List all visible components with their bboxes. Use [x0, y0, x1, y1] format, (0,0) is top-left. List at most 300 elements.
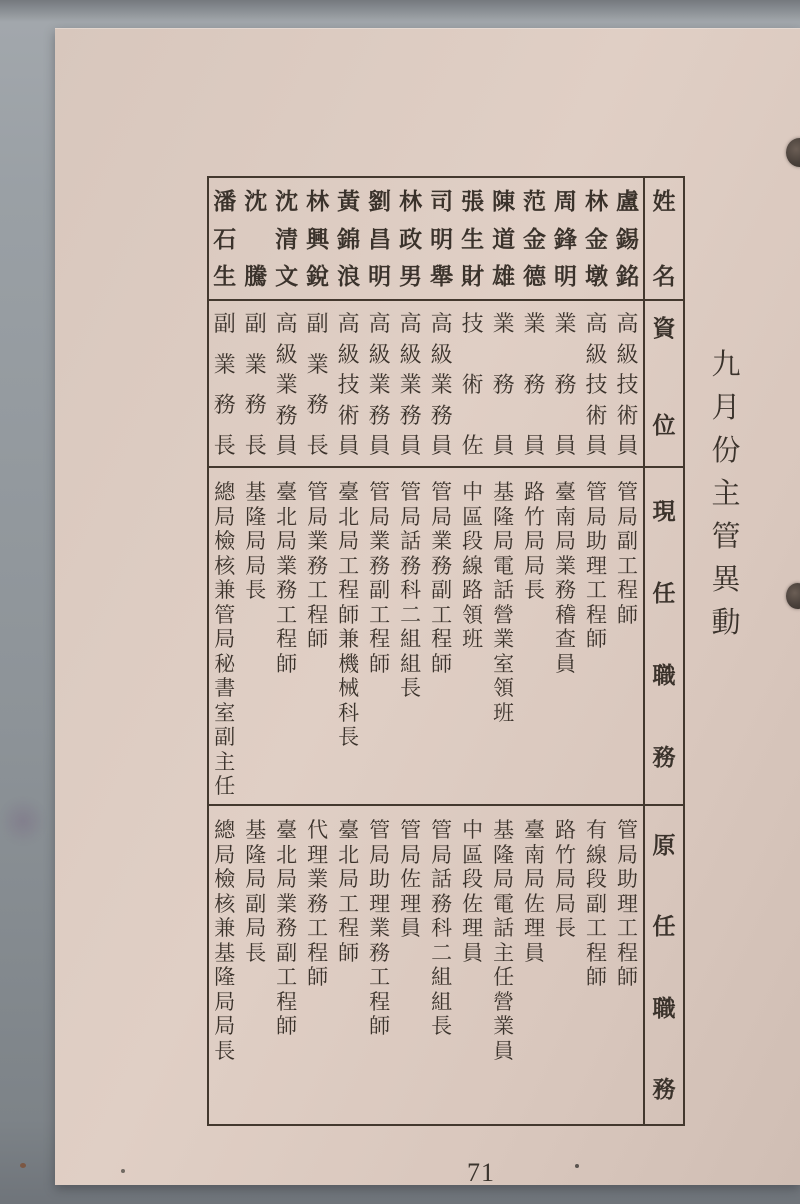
char: 德 — [523, 264, 547, 289]
char: 核 — [214, 891, 236, 916]
char: 管 — [369, 818, 391, 842]
char: 局 — [214, 1014, 236, 1038]
char: 工 — [617, 553, 638, 578]
current-duty-cell — [550, 468, 581, 804]
char: 基 — [245, 480, 267, 504]
char: 務 — [431, 891, 453, 916]
char: 基 — [245, 818, 267, 842]
char: 工 — [338, 891, 360, 916]
char: 級 — [368, 341, 391, 367]
char: 鋒 — [554, 226, 578, 252]
char: 沈 — [244, 189, 268, 214]
char: 局 — [214, 627, 236, 651]
char: 代 — [307, 818, 329, 842]
char: 業 — [276, 553, 298, 578]
char: 科 — [338, 700, 360, 725]
char: 室 — [214, 700, 236, 725]
char: 長 — [213, 432, 236, 458]
char: 副 — [245, 891, 267, 916]
char: 錫 — [616, 226, 639, 252]
char: 林 — [399, 189, 423, 214]
char: 佐 — [462, 891, 484, 916]
char: 員 — [462, 940, 484, 965]
char: 局 — [493, 529, 515, 553]
char: 務 — [431, 553, 453, 578]
char: 師 — [307, 627, 329, 651]
name-cell — [333, 178, 364, 299]
char: 務 — [307, 553, 329, 578]
char: 明 — [554, 264, 578, 289]
char: 級 — [585, 341, 608, 367]
previous-duty-cell — [488, 806, 519, 1124]
char: 工 — [307, 578, 329, 602]
char: 務 — [555, 578, 577, 602]
char: 工 — [276, 602, 298, 627]
char: 書 — [214, 676, 236, 700]
page-number: 71 — [467, 1158, 495, 1187]
char: 員 — [399, 433, 422, 458]
char: 業 — [431, 529, 453, 553]
char: 業 — [555, 553, 577, 578]
char: 組 — [400, 627, 422, 651]
char: 份 — [711, 435, 741, 467]
char: 沈 — [275, 189, 299, 214]
char: 異 — [711, 564, 741, 596]
previous-duty-cell — [333, 806, 364, 1124]
char: 高 — [585, 311, 608, 336]
char: 任 — [214, 774, 236, 798]
char: 業 — [369, 916, 391, 940]
char: 石 — [213, 226, 237, 252]
char: 務 — [399, 402, 422, 428]
char: 員 — [585, 433, 608, 458]
char: 務 — [369, 940, 391, 965]
current-duty-cell — [271, 468, 302, 804]
char: 姓 — [652, 189, 676, 214]
char: 金 — [523, 226, 547, 252]
char: 理 — [369, 891, 391, 916]
char: 原 — [652, 833, 676, 858]
char: 雄 — [492, 264, 516, 289]
name-cell — [209, 178, 240, 299]
name-band — [209, 178, 643, 301]
char: 副 — [306, 311, 329, 336]
rank-band — [209, 301, 643, 468]
char: 業 — [276, 891, 298, 916]
char: 兼 — [338, 627, 360, 651]
rank-cell — [209, 301, 240, 466]
char: 局 — [245, 553, 267, 578]
current-duty-cell — [364, 468, 395, 804]
char: 資 — [652, 316, 676, 341]
char: 副 — [214, 725, 236, 749]
char: 文 — [275, 264, 299, 289]
char: 員 — [275, 433, 298, 458]
char: 技 — [616, 372, 639, 397]
char: 班 — [462, 627, 484, 651]
char: 陳 — [492, 189, 516, 214]
char: 高 — [616, 311, 639, 336]
char: 員 — [555, 651, 577, 676]
char: 北 — [276, 504, 298, 529]
char: 高 — [275, 311, 298, 336]
rank-cell — [364, 301, 395, 466]
char: 南 — [555, 504, 577, 529]
name-cell — [457, 178, 488, 299]
char: 管 — [400, 480, 422, 504]
char: 程 — [276, 989, 298, 1014]
char: 高 — [399, 311, 422, 336]
header-rank — [645, 301, 683, 468]
header-current-duty — [645, 468, 683, 806]
char: 銳 — [306, 264, 330, 289]
char: 工 — [586, 578, 608, 602]
char: 組 — [400, 651, 422, 676]
current-duty-cell — [426, 468, 457, 804]
char: 段 — [586, 867, 608, 891]
current-duty-cell — [519, 468, 550, 804]
char: 業 — [275, 372, 298, 397]
char: 長 — [338, 725, 360, 749]
char: 務 — [276, 916, 298, 940]
char: 領 — [493, 676, 515, 700]
char: 局 — [400, 842, 422, 867]
char: 高 — [430, 311, 453, 336]
char: 務 — [275, 402, 298, 428]
ink-speck-small — [121, 1169, 125, 1173]
char: 理 — [586, 553, 608, 578]
char: 墩 — [585, 264, 609, 289]
char: 局 — [245, 529, 267, 553]
char: 級 — [616, 341, 639, 367]
char: 務 — [652, 1076, 676, 1102]
current-duty-cell — [209, 468, 240, 804]
char: 稽 — [555, 602, 577, 627]
char: 主 — [711, 478, 741, 510]
current-duty-cell — [581, 468, 612, 804]
char: 路 — [555, 818, 577, 842]
char: 長 — [245, 940, 267, 965]
page-title — [707, 350, 745, 651]
char: 明 — [430, 226, 454, 252]
char: 工 — [276, 965, 298, 989]
char: 員 — [430, 433, 453, 458]
char: 局 — [369, 842, 391, 867]
char: 程 — [431, 627, 453, 651]
previous-duty-cell — [240, 806, 271, 1124]
char: 位 — [652, 413, 676, 438]
previous-duty-cell — [581, 806, 612, 1124]
name-cell — [519, 178, 550, 299]
char: 周 — [554, 189, 578, 214]
char: 管 — [617, 480, 638, 504]
char: 副 — [617, 529, 638, 553]
char: 局 — [524, 529, 546, 553]
char: 組 — [431, 989, 453, 1014]
char: 劉 — [368, 189, 392, 214]
char: 隆 — [493, 842, 515, 867]
char: 業 — [213, 351, 236, 377]
rank-cell — [612, 301, 643, 466]
char: 營 — [493, 989, 515, 1014]
char: 管 — [214, 602, 236, 627]
char: 范 — [523, 189, 547, 214]
rank-cell — [333, 301, 364, 466]
name-cell — [581, 178, 612, 299]
char: 業 — [306, 351, 329, 377]
char: 務 — [307, 891, 329, 916]
name-cell — [426, 178, 457, 299]
char: 程 — [369, 627, 391, 651]
char: 員 — [524, 940, 546, 965]
rank-cell — [395, 301, 426, 466]
char: 銘 — [616, 264, 639, 289]
rank-cell — [271, 301, 302, 466]
char: 區 — [462, 842, 484, 867]
char: 核 — [214, 553, 236, 578]
ink-speck — [575, 1164, 579, 1168]
char: 局 — [276, 529, 298, 553]
char: 現 — [652, 499, 676, 524]
char: 副 — [276, 940, 298, 965]
char: 室 — [493, 651, 515, 676]
char: 臺 — [555, 480, 577, 504]
char: 話 — [493, 578, 515, 602]
char: 程 — [617, 940, 638, 965]
char: 工 — [617, 916, 638, 940]
char: 佐 — [461, 433, 484, 458]
char: 有 — [586, 818, 608, 842]
char: 秘 — [214, 651, 236, 676]
char: 技 — [337, 372, 360, 397]
char: 局 — [214, 989, 236, 1014]
char: 中 — [462, 818, 484, 842]
char: 師 — [276, 1014, 298, 1038]
char: 程 — [369, 989, 391, 1014]
char: 任 — [493, 965, 515, 989]
header-previous-duty — [645, 806, 683, 1124]
char: 臺 — [524, 818, 546, 842]
document-page — [55, 28, 800, 1185]
char: 理 — [462, 916, 484, 940]
char: 路 — [462, 578, 484, 602]
char: 佐 — [400, 867, 422, 891]
char: 理 — [524, 916, 546, 940]
char: 總 — [214, 818, 236, 842]
rank-cell — [426, 301, 457, 466]
rust-spot — [20, 1163, 26, 1168]
char: 術 — [585, 402, 608, 428]
char: 務 — [554, 372, 577, 397]
char: 級 — [399, 341, 422, 367]
char: 局 — [617, 842, 638, 867]
char: 段 — [462, 867, 484, 891]
char: 長 — [244, 432, 267, 458]
char: 管 — [400, 818, 422, 842]
char: 局 — [307, 504, 329, 529]
char: 局 — [431, 504, 453, 529]
char: 務 — [213, 392, 236, 418]
char: 檢 — [214, 529, 236, 553]
char: 級 — [337, 341, 360, 367]
char: 務 — [244, 392, 267, 418]
char: 副 — [369, 578, 391, 602]
char: 術 — [461, 372, 484, 397]
char: 業 — [554, 311, 577, 336]
current-duty-cell — [488, 468, 519, 804]
previous-duty-cell — [426, 806, 457, 1124]
char: 區 — [462, 504, 484, 529]
char: 師 — [586, 627, 608, 651]
name-cell — [271, 178, 302, 299]
char: 金 — [585, 226, 609, 252]
char: 營 — [493, 602, 515, 627]
char: 程 — [276, 627, 298, 651]
rank-cell — [240, 301, 271, 466]
name-cell — [395, 178, 426, 299]
char: 業 — [369, 529, 391, 553]
current-duty-cell — [457, 468, 488, 804]
rank-cell — [302, 301, 333, 466]
char: 組 — [431, 965, 453, 989]
char: 男 — [399, 264, 423, 289]
char: 清 — [275, 226, 299, 252]
current-duty-cell — [612, 468, 643, 804]
char: 主 — [214, 749, 236, 774]
char: 業 — [399, 372, 422, 397]
char: 總 — [214, 480, 236, 504]
char: 副 — [244, 311, 267, 336]
char: 局 — [245, 916, 267, 940]
char: 佐 — [524, 891, 546, 916]
current-duty-cell — [395, 468, 426, 804]
char: 務 — [492, 372, 515, 397]
char: 職 — [652, 995, 676, 1021]
char: 業 — [493, 627, 515, 651]
char: 程 — [338, 916, 360, 940]
char: 長 — [306, 432, 329, 458]
char: 械 — [338, 676, 360, 700]
previous-duty-cell — [550, 806, 581, 1124]
char: 工 — [369, 602, 391, 627]
char: 道 — [492, 226, 516, 252]
rank-cell — [581, 301, 612, 466]
char: 竹 — [524, 504, 546, 529]
char: 錦 — [337, 226, 361, 252]
table-header-column — [643, 178, 683, 1124]
char: 科 — [431, 916, 453, 940]
rank-cell — [550, 301, 581, 466]
char: 局 — [369, 504, 391, 529]
previous-duty-cell — [519, 806, 550, 1124]
char: 話 — [431, 867, 453, 891]
previous-duty-cell — [457, 806, 488, 1124]
char: 局 — [524, 553, 546, 578]
char: 員 — [616, 433, 639, 458]
char: 師 — [617, 602, 638, 627]
char: 基 — [214, 940, 236, 965]
table-body — [209, 178, 643, 1124]
char: 長 — [524, 578, 546, 602]
char: 臺 — [338, 818, 360, 842]
char: 級 — [275, 341, 298, 367]
char: 局 — [214, 842, 236, 867]
char: 基 — [493, 480, 515, 504]
char: 北 — [276, 842, 298, 867]
char: 業 — [368, 372, 391, 397]
char: 局 — [555, 891, 577, 916]
char: 局 — [276, 867, 298, 891]
char: 助 — [617, 867, 638, 891]
char: 業 — [307, 867, 329, 891]
char: 隆 — [493, 504, 515, 529]
char: 局 — [214, 504, 236, 529]
name-cell — [302, 178, 333, 299]
char: 工 — [369, 965, 391, 989]
char: 師 — [586, 965, 608, 989]
char: 名 — [652, 264, 676, 289]
char: 理 — [307, 842, 329, 867]
char: 管 — [617, 818, 638, 842]
char: 動 — [711, 607, 741, 639]
char: 助 — [369, 867, 391, 891]
char: 員 — [492, 433, 515, 458]
char: 話 — [493, 916, 515, 940]
char: 高 — [368, 311, 391, 336]
char: 務 — [276, 578, 298, 602]
char: 兼 — [214, 578, 236, 602]
previous-duty-cell — [271, 806, 302, 1124]
previous-duty-cell — [395, 806, 426, 1124]
char: 管 — [431, 818, 453, 842]
name-cell — [488, 178, 519, 299]
char: 術 — [337, 402, 360, 428]
char: 班 — [493, 700, 515, 725]
char: 業 — [307, 529, 329, 553]
char: 業 — [493, 1014, 515, 1038]
char: 師 — [617, 965, 638, 989]
rank-cell — [519, 301, 550, 466]
char: 局 — [400, 504, 422, 529]
char: 長 — [555, 916, 577, 940]
char: 務 — [523, 372, 546, 397]
char: 臺 — [338, 480, 360, 504]
char: 程 — [586, 602, 608, 627]
char: 隆 — [245, 842, 267, 867]
char: 務 — [400, 553, 422, 578]
current-duty-cell — [240, 468, 271, 804]
char: 話 — [400, 529, 422, 553]
char: 竹 — [555, 842, 577, 867]
char: 員 — [400, 916, 422, 940]
char: 管 — [586, 480, 608, 504]
char: 路 — [524, 480, 546, 504]
char: 政 — [399, 226, 423, 252]
char: 林 — [306, 189, 330, 214]
char: 局 — [431, 842, 453, 867]
char: 管 — [431, 480, 453, 504]
char: 長 — [400, 676, 422, 700]
char: 中 — [462, 480, 484, 504]
char: 月 — [711, 392, 741, 424]
char: 長 — [245, 578, 267, 602]
char: 程 — [307, 940, 329, 965]
char: 電 — [493, 553, 515, 578]
char: 九 — [711, 349, 741, 381]
char: 程 — [338, 578, 360, 602]
char: 局 — [586, 504, 608, 529]
char: 管 — [711, 521, 741, 553]
